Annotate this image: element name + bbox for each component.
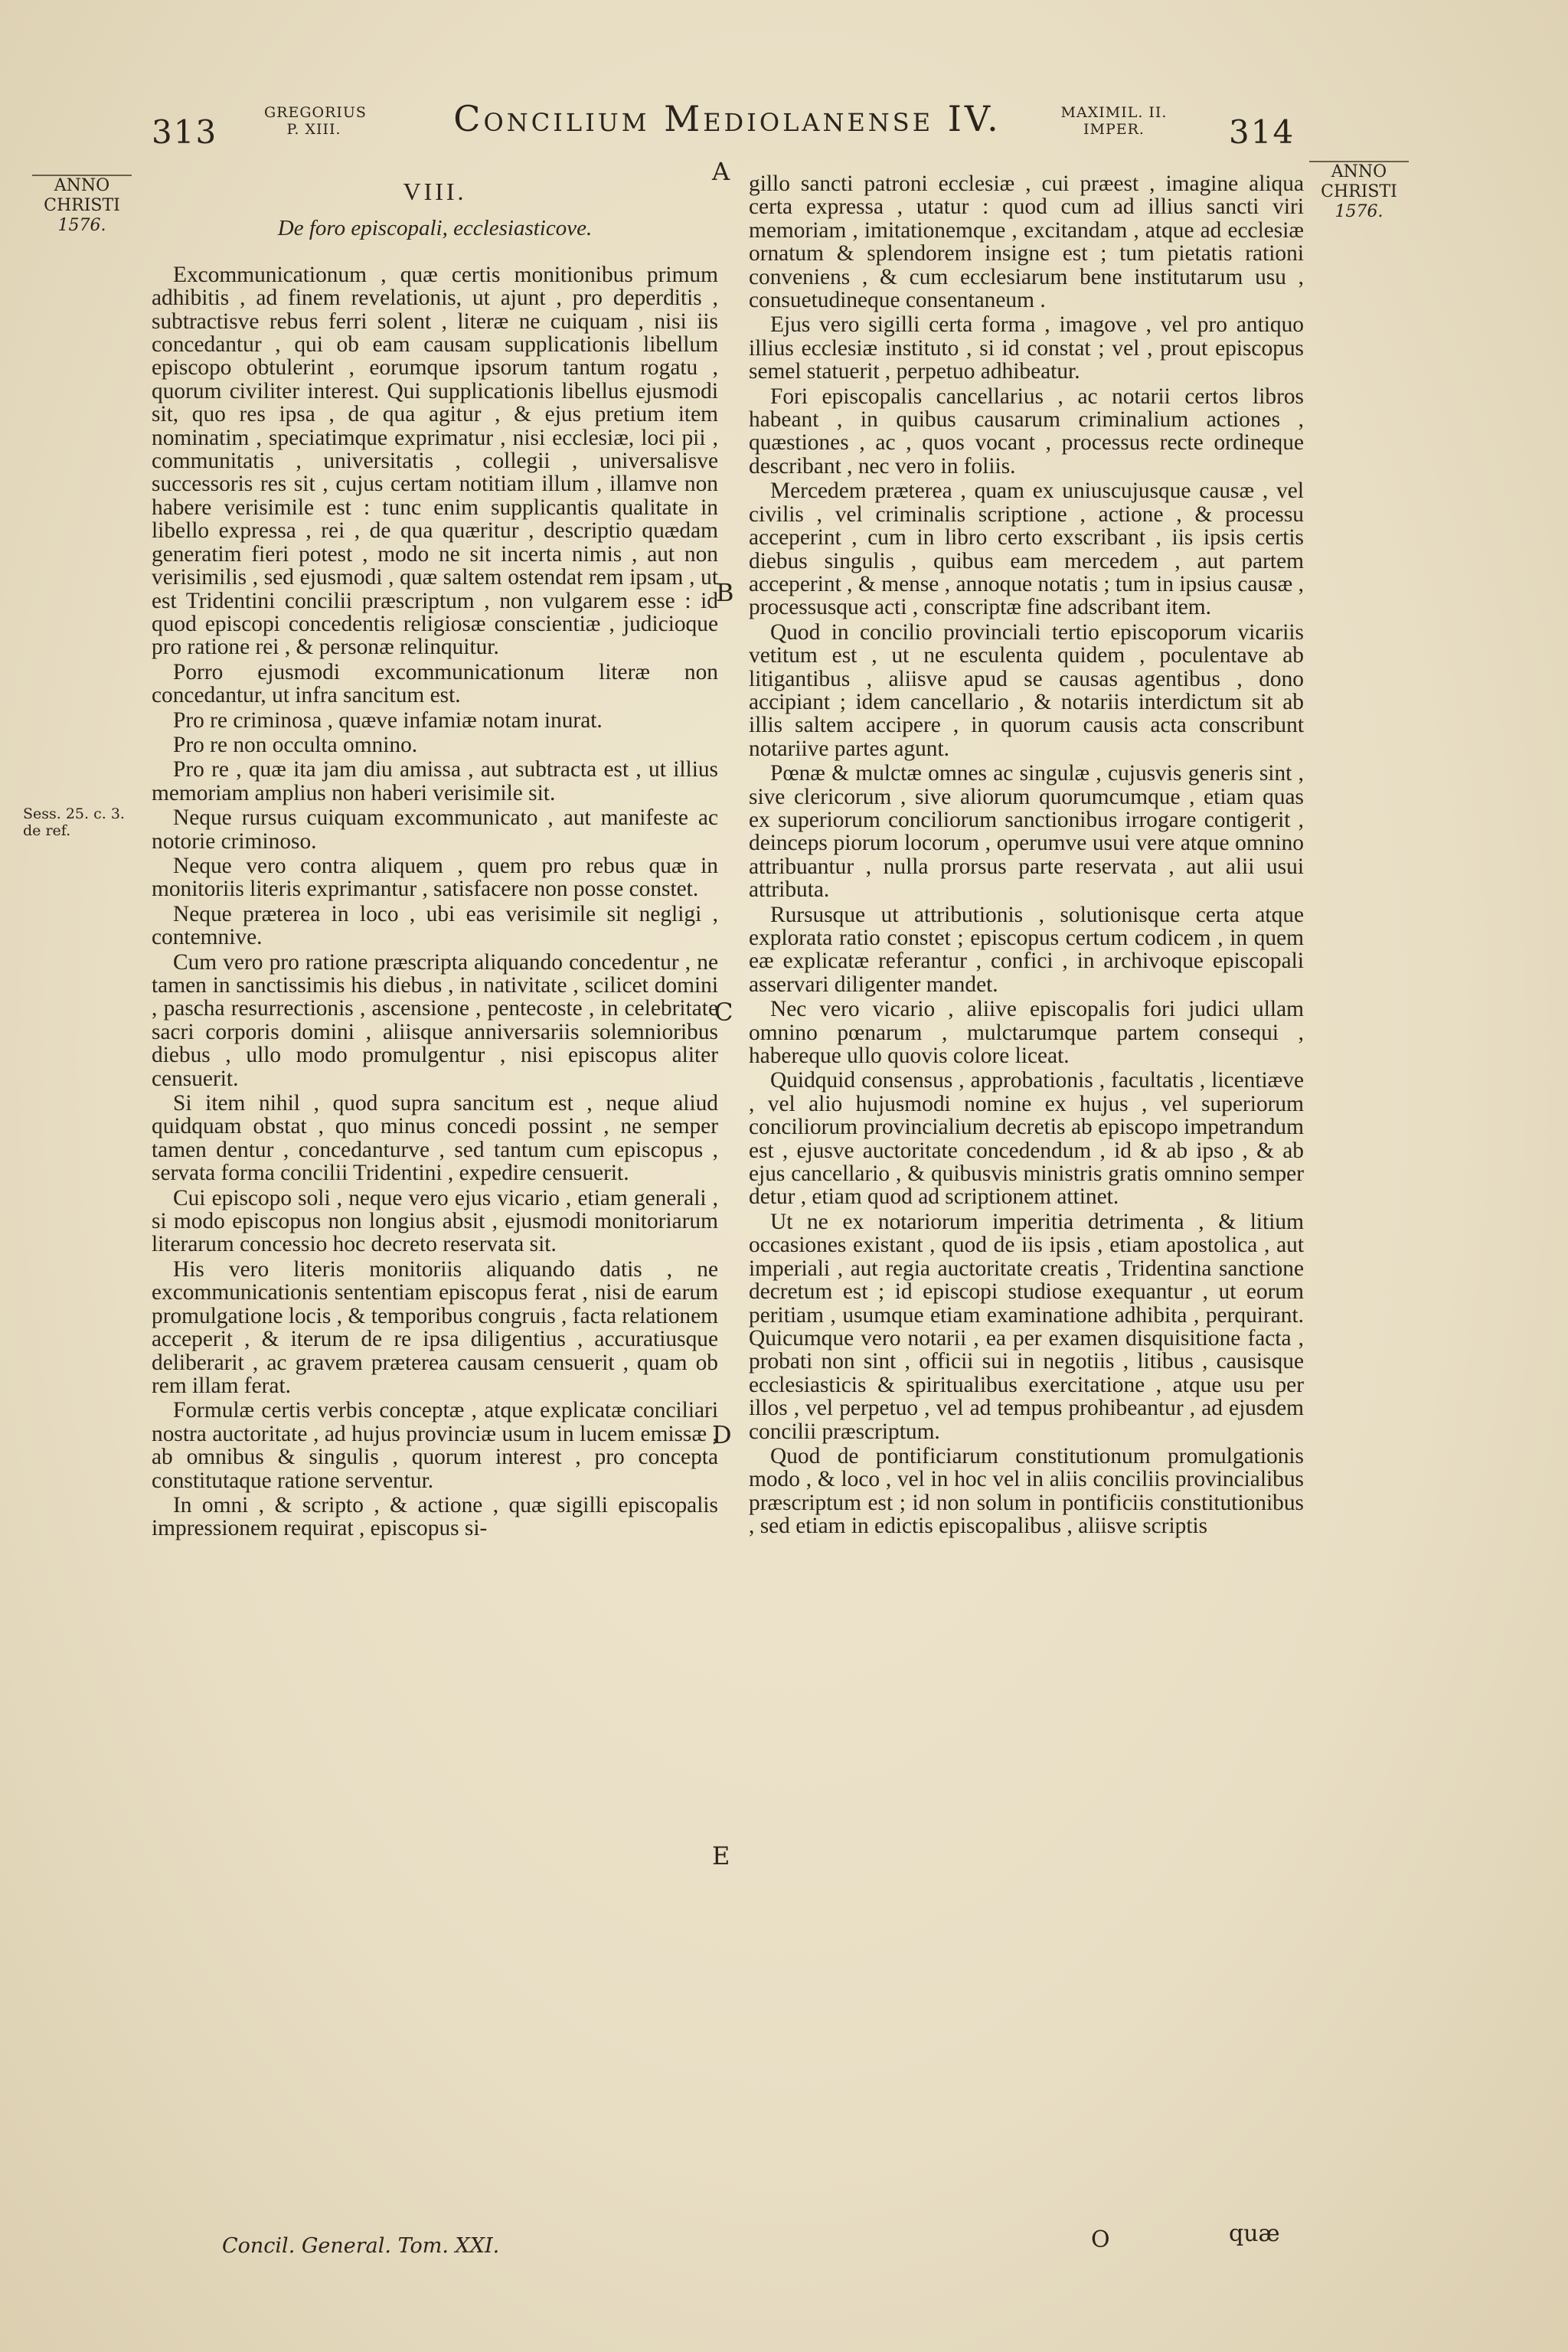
paragraph: Cum vero pro ratione præscripta aliquando concedentur , ne tamen in sanctissimis his diebus , in nativitate , scilicet domini , pascha resurrectionis , ascensione , pentecoste , in celebritate sacri corporis domini , aliisque anniversariis solemnioribus diebus , ullo modo promulgentur , nisi episcopus aliter censuerit. bbox=[152, 949, 718, 1091]
paragraph: Pro re non occulta omnino. bbox=[173, 732, 418, 757]
paragraph: Quidquid consensus , approbationis , facultatis , licentiæve , vel alio hujusmodi nomine ex hujus , vel superiorum conciliorum provincialium decretis ab episcopo impetrandum est , ejusve auctoritate concedendum , id & ab ipso , & ab ejus cancellario , & quibusvis ministris gratis omnino semper detur , etiam quod ad scriptionem attinet. bbox=[749, 1068, 1304, 1210]
paragraph: Formulæ certis verbis conceptæ , atque explicatæ conciliari nostra auctoritate , ad hujus provinciæ usum in lucem emissæ , ab omnibus & singulis , quorum interest , pro concepta constitutaque ratione serventur. bbox=[152, 1398, 718, 1493]
paragraph: Pro re criminosa , quæve infamiæ notam inurat. bbox=[173, 707, 603, 733]
paragraph: Pœnæ & mulctæ omnes ac singulæ , cujusvis generis sint , sive clericorum , sive aliorum quorumcumque , etiam quas ex superiorum conciliorum sanctionibus irrogare contigerit , deinceps piorum locorum , operumve usui vere atque omnino attribuantur , nulla prorsus parte reservata , aut alii usui attributa. bbox=[749, 761, 1304, 903]
paragraph: Neque præterea in loco , ubi eas verisimile sit negligi , contemnive. bbox=[152, 901, 718, 950]
paragraph: Quod de pontificiarum constitutionum promulgationis modo , & loco , vel in hoc vel in aliis conciliis provincialibus præscriptum est ; id non solum in pontificiis constitutionibus , sed etiam in edictis episcopalibus , aliisve scriptis bbox=[749, 1443, 1304, 1539]
paragraph: Si item nihil , quod supra sancitum est , neque aliud quidquam obstat , quo minus concedi possint , ne semper tamen dentur , concedanturve , sed tantum cum episcopus , servata forma concilii Tridentini , expedire censuerit. bbox=[152, 1091, 718, 1186]
paragraph: gillo sancti patroni ecclesiæ , cui præest , imagine aliqua certa expressa , utatur : quod cum ad illius sancti viri memoriam , imitationemque , excitandam , atque ad ecclesiæ ornatum & splendorem insigne est ; tum pietatis rationi conveniens , & cum ecclesiarum bene institutarum usu , consuetudineque consentaneum . bbox=[749, 172, 1304, 313]
paragraph: Neque rursus cuiquam excommunicato , aut manifeste ac notorie criminoso. bbox=[152, 805, 718, 854]
margin-year-left bbox=[32, 175, 132, 236]
paragraph: Quod in concilio provinciali tertio episcoporum vicariis vetitum est , ut ne esculenta quidem , poculentave ab litigantibus , aliisve apud se causas agentibus , dono accipiant ; idem cancellario , & notariis interdictum sit ab illis saltem accipere , in quorum causis acta conscribunt notariive partes agunt. bbox=[749, 619, 1304, 761]
right-text-column bbox=[749, 172, 1304, 1540]
section-subtitle: De foro episcopali, ecclesiasticove. bbox=[277, 216, 593, 241]
signature-mark: O bbox=[1091, 2226, 1110, 2253]
margin-year-anno: ANNO bbox=[1331, 162, 1387, 181]
margin-year-christi: CHRISTI bbox=[1321, 182, 1397, 201]
margin-year-number: 1576. bbox=[1334, 202, 1383, 221]
paragraph: In omni , & scripto , & actione , quæ sigilli episcopalis impressionem requirat , episcopus si- bbox=[152, 1492, 718, 1541]
reference-line: Sess. 25. c. 3. bbox=[23, 805, 125, 822]
running-head-emperor bbox=[1060, 104, 1168, 138]
section-letter-c: C bbox=[714, 998, 733, 1027]
paragraph: Porro ejusmodi excommunicationum literæ non concedantur, ut infra sancitum est. bbox=[152, 659, 718, 708]
margin-year-number: 1576. bbox=[57, 216, 106, 235]
section-letter-d: D bbox=[712, 1420, 732, 1449]
margin-reference bbox=[23, 805, 134, 839]
paragraph: Mercedem præterea , quam ex uniuscujusque causæ , vel civilis , vel criminalis scriptione , actione , & processu acceperint , cum in libro certo exscribant , iis ipsis certis diebus singulis , quibus eam mercedem , aut partem acceperint , & mense , annoque notatis ; tum in ipsius causæ , processusque acti , conscriptæ fine adscribant item. bbox=[749, 479, 1304, 620]
running-title: Concilium Mediolanense IV. bbox=[453, 98, 1001, 139]
paragraph: Pro re , quæ ita jam diu amissa , aut subtracta est , ut illius memoriam amplius non haberi verisimile sit. bbox=[152, 757, 718, 805]
section-letter-a: A bbox=[712, 157, 730, 186]
left-text-column bbox=[152, 172, 718, 1542]
section-letter-e: E bbox=[712, 1841, 730, 1870]
pope-name: GREGORIUS bbox=[264, 104, 367, 121]
margin-year-right bbox=[1309, 161, 1409, 222]
section-letter-b: B bbox=[716, 578, 734, 607]
margin-year-anno: ANNO bbox=[54, 176, 110, 195]
page-number-left: 313 bbox=[152, 113, 218, 151]
emperor-name: MAXIMIL. II. bbox=[1060, 104, 1168, 121]
reference-line: de ref. bbox=[23, 822, 71, 839]
paragraph: Nec vero vicario , aliive episcopalis fori judici ullam omnino pœnarum , mulctarumque partem consequi , habereque ullo quovis colore liceat. bbox=[749, 997, 1304, 1069]
running-head-pope bbox=[264, 104, 367, 138]
margin-year-christi: CHRISTI bbox=[44, 196, 120, 215]
page-number-right: 314 bbox=[1229, 113, 1295, 151]
paragraph: Cui episcopo soli , neque vero ejus vicario , etiam generali , si modo episcopus non longius absit , ejusmodi monitoriarum literarum concessio hoc decreto reservata sit. bbox=[152, 1185, 718, 1257]
paragraph: Ejus vero sigilli certa forma , imagove , vel pro antiquo illius ecclesiæ instituto , si id constat ; vel , prout episcopus semel statuerit , perpetuo adhibeatur. bbox=[749, 312, 1304, 384]
paragraph: Ut ne ex notariorum imperitia detrimenta , & litium occasiones existant , quod de iis ipsis , etiam apostolica , aut imperiali , aut regia auctoritate creatis , Tridentina sanctione decretum est ; id episcopi studiose exequantur , ut eorum peritiam , usumque etiam examinatione adhibita , perquirant. Quicumque vero notarii , ea per examen disquisitione facta , probati non sint , officii sui in negotiis , litibus , causisque ecclesiasticis & spiritualibus exercitatione , atque usu per illos , vel perpetuo , vel ad tempus prohibeantur , ad ejusdem concilii præscriptum. bbox=[749, 1209, 1304, 1444]
catchword: quæ bbox=[1229, 2220, 1280, 2247]
pope-number: P. XIII. bbox=[286, 121, 341, 138]
paragraph: Neque vero contra aliquem , quem pro rebus quæ in monitoriis literis exprimantur , satisfacere non posse constet. bbox=[152, 853, 718, 902]
paragraph: His vero literis monitoriis aliquando datis , ne excommunicationis sententiam episcopus ferat , nisi de earum promulgatione locis , & temporibus congruis , facta relationem acceperit , & iterum de re ipsa diligentius , accuratiusque deliberarit , ac gravem præterea causam censuerit , quam ob rem illam ferat. bbox=[152, 1256, 718, 1398]
footer-source: Concil. General. Tom. XXI. bbox=[222, 2234, 500, 2258]
section-number: VIII. bbox=[403, 178, 467, 205]
paragraph: Excommunicationum , quæ certis monitionibus primum adhibitis , ad finem revelationis, ut ajunt , pro deperditis , subtractisve rebus ferri solent , literæ ne cuiquam , nisi iis concedantur , qui ob eam causam supplicationis libellum episcopo obtulerint , eorumque ipsorum tantum rogatu , quorum civiliter interest. Qui supplicationis libellus ejusmodi sit, quo res ipsa , de qua agitur , & ejus pretium item nominatim , speciatimque exprimatur , nisi ecclesiæ, loci pii , communitatis , universitatis , collegii , universalisve successoris res sit , cujus certam notitiam illum , illamve non habere verisimile est : tunc enim supplicantis qualitate in libello expressa , rei , de qua quæritur , descriptio quædam generatim fieri potest , modo ne sit incerta nimis , aut non verisimilis , sed ejusmodi , quæ saltem ostendat rem ipsam , ut est Tridentini concilii præscriptum , non vulgarem esse : id quod episcopi concedentis religiosæ conscientiæ , judicioque pro ratione rei , & personæ relinquitur. bbox=[152, 262, 718, 660]
emperor-title: IMPER. bbox=[1083, 121, 1145, 138]
paragraph: Fori episcopalis cancellarius , ac notarii certos libros habeant , in quibus causarum criminalium actiones , quæstiones , ac , quos vocant , processus recte ordineque describant , nec vero in foliis. bbox=[749, 384, 1304, 479]
paragraph: Rursusque ut attributionis , solutionisque certa atque explorata ratio constet ; episcopus certum codicem , in quem eæ explicatæ referantur , confici , in archivoque episcopali asservari diligenter mandet. bbox=[749, 902, 1304, 997]
